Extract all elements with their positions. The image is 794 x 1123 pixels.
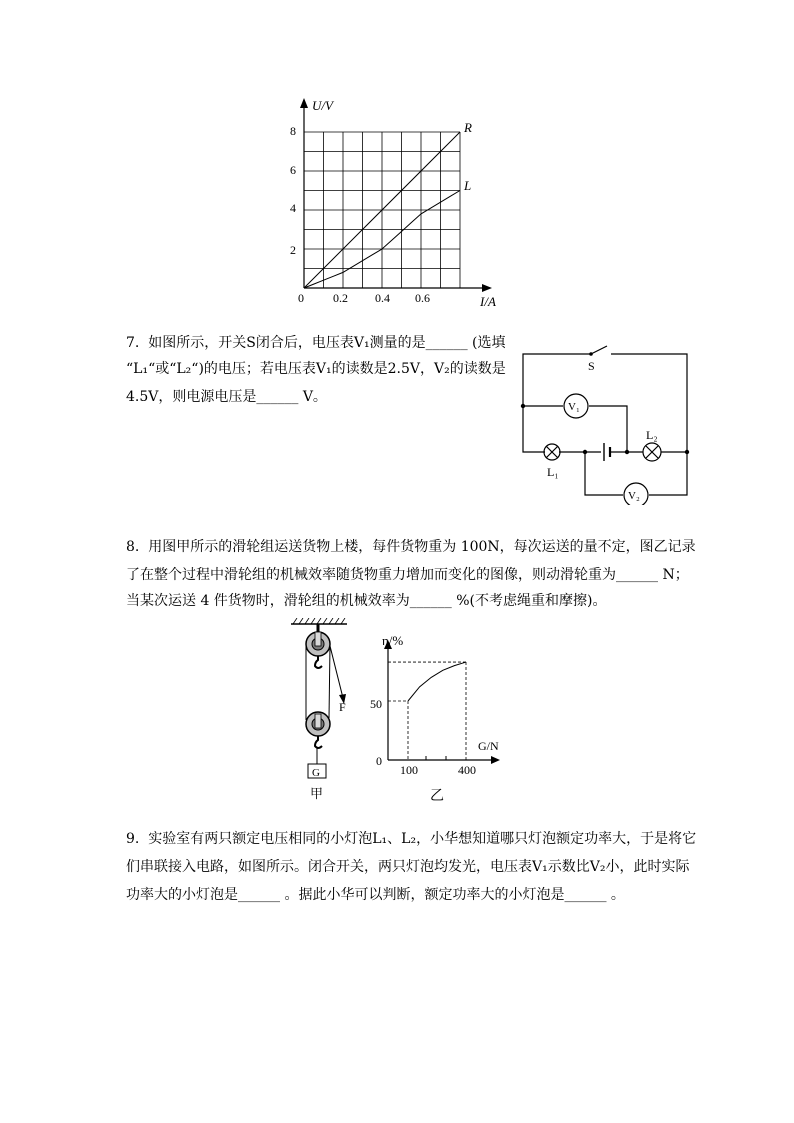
efficiency-graph [368,630,518,805]
rope-pull [330,646,343,698]
force-label: F [339,700,346,714]
y-axis-label: η/% [382,633,404,648]
wire [589,406,627,452]
y-tick-label: 2 [290,243,296,257]
rope [329,645,330,718]
x-tick-label: 0.6 [415,291,430,305]
weight-label: G [312,767,320,779]
q7-line-3: 4.5V，则电源电压是______ V。 [126,389,327,405]
y-tick-label: 8 [290,124,296,138]
x-tick-label: 400 [458,763,476,777]
l2-label: L₂ [646,428,658,442]
x-tick-label: 0.4 [375,291,390,305]
x-axis-label: G/N [478,739,499,753]
x-tick-label: 100 [400,763,418,777]
junction-dot [583,450,587,454]
q8-line-1: 8. 用图甲所示的滑轮组运送货物上楼，每件货物重为 100N，每次运送的量不定，图乙记录 [126,539,696,555]
junction-dot [625,450,629,454]
wire [523,406,545,452]
y-axis-label: U/V [312,98,333,113]
curve-label-r: R [464,120,472,135]
switch-blade [591,346,607,354]
figure-label-jia: 甲 [310,786,324,801]
movable-pulley-hook [315,736,322,748]
x-axis-arrow [482,284,492,292]
x-axis-label: I/A [480,294,496,309]
wire [523,354,591,406]
switch-pivot [589,352,593,356]
figure-label-yi: 乙 [430,789,444,804]
eff-guides [388,662,466,760]
ui-graph [280,92,520,312]
q9-line-3: 功率大的小灯泡是______ 。据此小华可以判断，额定功率大的小灯泡是______ 。 [126,887,625,903]
switch-label: S [588,359,595,373]
series-line-efficiency [408,662,466,701]
q9-line-1: 9. 实验室有两只额定电压相同的小灯泡L₁、L₂，小华想知道哪只灯泡额定功率大，于是将它 [126,831,697,847]
curve-label-l: L [464,178,472,193]
l1-label: L₁ [547,465,559,479]
q8-line-2: 了在整个过程中滑轮组的机械效率随货物重力增加而变化的图像，则动滑轮重为______ N； [126,567,689,583]
pulley-diagram [285,618,365,803]
wire [649,452,687,495]
y-tick-label: 50 [370,697,382,711]
junction-dot [521,404,525,408]
x-tick-label: 0 [298,291,304,305]
fixed-pulley-hook [315,656,322,668]
q7-line-1: 7. 如图所示，开关S闭合后，电压表V₁测量的是______ (选填 [126,335,506,351]
y-tick-label: 6 [290,163,296,177]
y-tick-label: 4 [290,201,296,215]
q7-line-2: “L₁“或“L₂“)的电压；若电压表V₁的读数是2.5V，V₂的读数是 [126,361,506,377]
junction-dot [685,450,689,454]
circuit-diagram [515,340,695,505]
q8-line-3: 当某次运送 4 件货物时，滑轮组的机械效率为______ %(不考虑绳重和摩擦)。 [126,593,607,609]
x-tick-label: 0.2 [333,291,348,305]
y-axis-arrow [300,98,308,108]
q9-line-2: 们串联接入电路，如图所示。闭合开关，两只灯泡均发光，电压表V₁示数比V₂小，此时实际 [126,859,690,875]
v1-label: V₁ [568,401,580,413]
x-axis-arrow [491,756,500,764]
origin-label: 0 [376,754,382,768]
v2-label: V₂ [628,490,640,502]
